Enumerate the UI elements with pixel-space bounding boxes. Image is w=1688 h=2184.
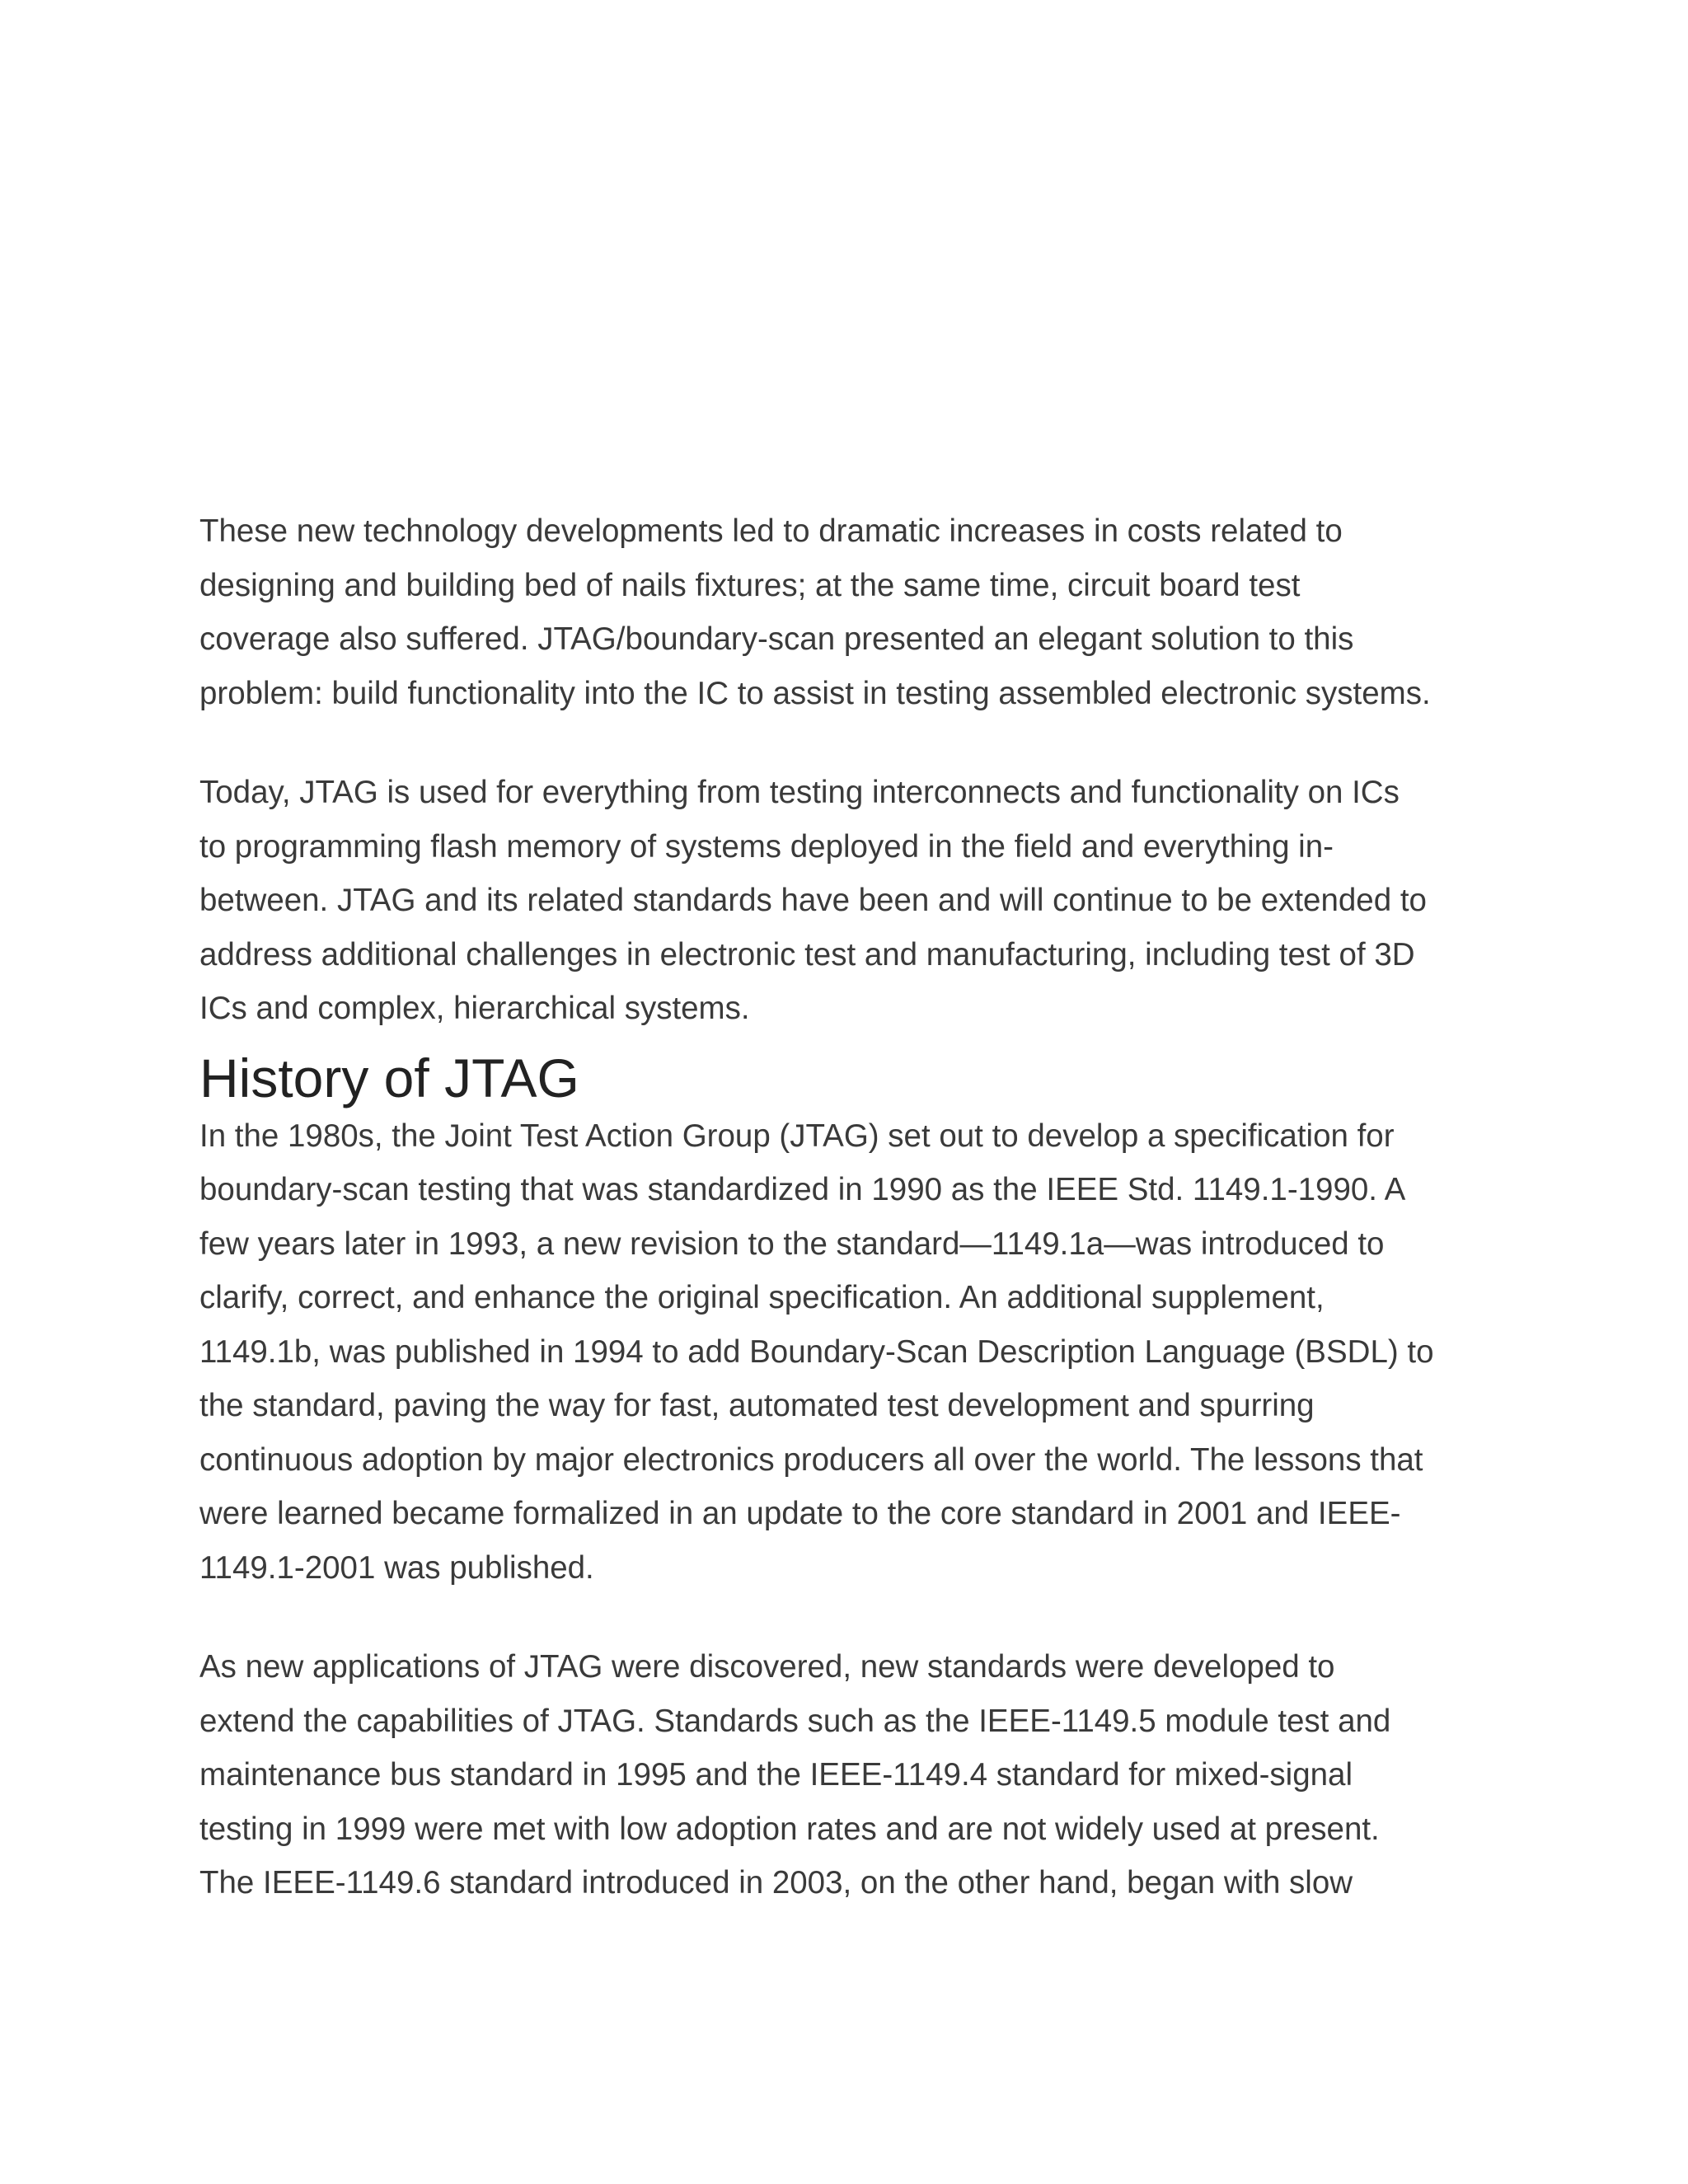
text-line: ICs and complex, hierarchical systems. [199,991,750,1026]
text-line: designing and building bed of nails fixtures; at the same time, circuit board test [199,567,1301,603]
text-line: These new technology developments led to dramatic increases in costs related to [199,513,1343,549]
text-line: were learned became formalized in an update to the core standard in 2001 and IEEE- [199,1496,1401,1531]
text-line: As new applications of JTAG were discovered, new standards were developed to [199,1649,1335,1685]
text-line: testing in 1999 were met with low adoption rates and are not widely used at present. [199,1811,1380,1847]
text-line: boundary-scan testing that was standardized in 1990 as the IEEE Std. 1149.1-1990. A [199,1172,1406,1207]
text-line: address additional challenges in electronic test and manufacturing, including test of 3D [199,936,1415,972]
paragraph-history-1980s [199,1109,1502,1596]
text-line: clarify, correct, and enhance the original specification. An additional supplement, [199,1280,1325,1315]
paragraph-jtag-today [199,766,1502,1036]
text-line: In the 1980s, the Joint Test Action Group (JTAG) set out to develop a specification for [199,1118,1395,1154]
text-line: problem: build functionality into the IC to assist in testing assembled electronic systems. [199,675,1431,711]
text-line: the standard, paving the way for fast, automated test development and spurring [199,1388,1315,1423]
text-line: between. JTAG and its related standards have been and will continue to be extended to [199,883,1427,918]
text-line: to programming flash memory of systems deployed in the field and everything in- [199,828,1334,865]
text-line: extend the capabilities of JTAG. Standards such as the IEEE-1149.5 module test and [199,1703,1391,1739]
paragraph-new-standards [199,1640,1502,1910]
paragraph-technology-costs [199,504,1502,720]
paragraph-spacer [199,720,1502,766]
text-line: coverage also suffered. JTAG/boundary-scan presented an elegant solution to this [199,621,1354,657]
text-line: The IEEE-1149.6 standard introduced in 2003, on the other hand, began with slow [199,1865,1353,1900]
section-heading: History of JTAG [199,1047,579,1108]
text-line: continuous adoption by major electronics producers all over the world. The lessons that [199,1441,1423,1478]
text-line: maintenance bus standard in 1995 and the IEEE-1149.4 standard for mixed-signal [199,1757,1353,1793]
text-line: Today, JTAG is used for everything from testing interconnects and functionality on ICs [199,775,1400,810]
document-body [199,504,1502,1910]
text-line: 1149.1-2001 was published. [199,1549,594,1586]
text-line: 1149.1b, was published in 1994 to add Boundary-Scan Description Language (BSDL) to [199,1333,1434,1370]
paragraph-spacer [199,1595,1502,1640]
text-line: few years later in 1993, a new revision to the standard—1149.1a—was introduced to [199,1226,1385,1262]
